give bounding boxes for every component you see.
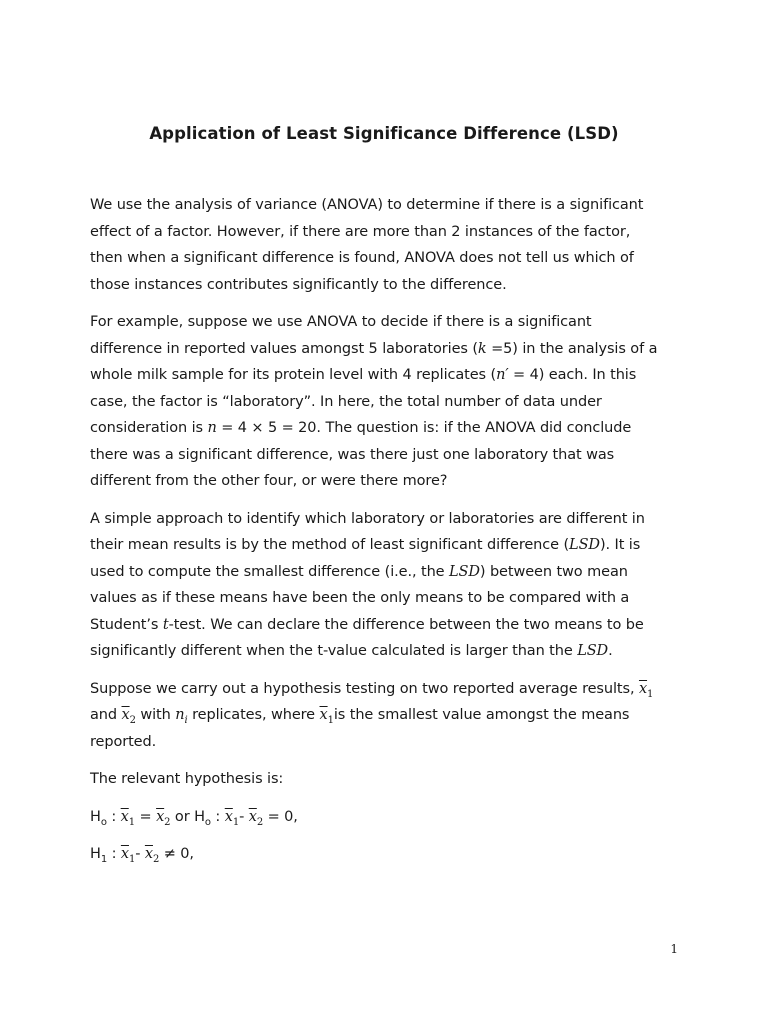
- text-line: different from the other four, or were there more?: [90, 473, 448, 489]
- math-symbol: LSD: [449, 563, 480, 580]
- null-hypothesis: [90, 804, 680, 831]
- text-line: there was a significant difference, was there just one laboratory that was: [90, 446, 615, 463]
- text-line: Student’s t-test. We can declare the difference between the two means to be: [90, 616, 644, 633]
- math-symbol: LSD: [577, 643, 609, 659]
- math-symbol: $\overline{x}$: [121, 707, 130, 723]
- text-line: A simple approach to identify which laboratory or laboratories are different in: [90, 510, 645, 527]
- text-line: those instances contributes significantly to the difference.: [90, 276, 507, 293]
- text-line: used to compute the smallest difference (i.e., the LSD) between two mean: [90, 563, 628, 580]
- text-line: whole milk sample for its protein level with 4 replicates (n′ = 4) each. In this: [90, 367, 637, 383]
- text-line: $H_1$ : $\overline{x}_1-$ $\overline{x}_2 \ne 0$,: [90, 846, 194, 865]
- document-body: [90, 192, 680, 879]
- text-line: case, the factor is “laboratory”. In here, the total number of data under: [90, 393, 602, 410]
- math-symbol: k: [477, 340, 487, 357]
- text-line: difference in reported values amongst 5 laboratories (k =5) in the analysis of a: [90, 340, 658, 357]
- text-line: The relevant hypothesis is:: [90, 771, 284, 787]
- text-line: reported.: [90, 733, 157, 750]
- paragraph-3: [90, 506, 680, 665]
- page-number: 1: [670, 942, 678, 956]
- text-line: For example, suppose we use ANOVA to decide if there is a significant: [90, 314, 592, 330]
- text-line: Suppose we carry out a hypothesis testing on two reported average results, $\overline{x}_1$: [90, 680, 654, 700]
- text-line: We use the analysis of variance (ANOVA) to determine if there is a significant: [90, 197, 644, 213]
- paragraph-2: [90, 309, 680, 495]
- page-title: Application of Least Significance Difference (LSD): [149, 124, 619, 143]
- math-symbol: n: [207, 420, 217, 436]
- text-line: then when a significant difference is found, ANOVA does not tell us which of: [90, 250, 634, 266]
- text-line: $H_o$ : $\overline{x}_1 = \overline{x}_2$ or $H_o$ : $\overline{x}_1-$ $\overline{x}_2 = 0$,: [90, 808, 298, 828]
- math-symbol: n′: [496, 367, 509, 383]
- alternative-hypothesis: [90, 841, 680, 868]
- text-line: effect of a factor. However, if there are more than 2 instances of the factor,: [90, 223, 631, 240]
- math-symbol: t: [162, 616, 169, 633]
- math-symbol: $\overline{x}$: [319, 707, 328, 723]
- text-line: their mean results is by the method of least significant difference (LSD). It is: [90, 537, 641, 553]
- paragraph-5: [90, 766, 680, 793]
- text-line: consideration is n = 4 × 5 = 20. The question is: if the ANOVA did conclude: [90, 420, 632, 436]
- text-line: significantly different when the t-value calculated is larger than the LSD.: [90, 643, 613, 659]
- math-symbol: $\overline{x}$: [638, 680, 648, 697]
- paragraph-1: [90, 192, 680, 298]
- text-line: values as if these means have been the only means to be compared with a: [90, 590, 630, 606]
- text-line: and $\overline{x}_2$ with $n_i$ replicates, where $\overline{x}_1is$ the smallest value amongst the means: [90, 707, 630, 726]
- paragraph-4: [90, 676, 680, 756]
- math-symbol: LSD: [569, 537, 600, 553]
